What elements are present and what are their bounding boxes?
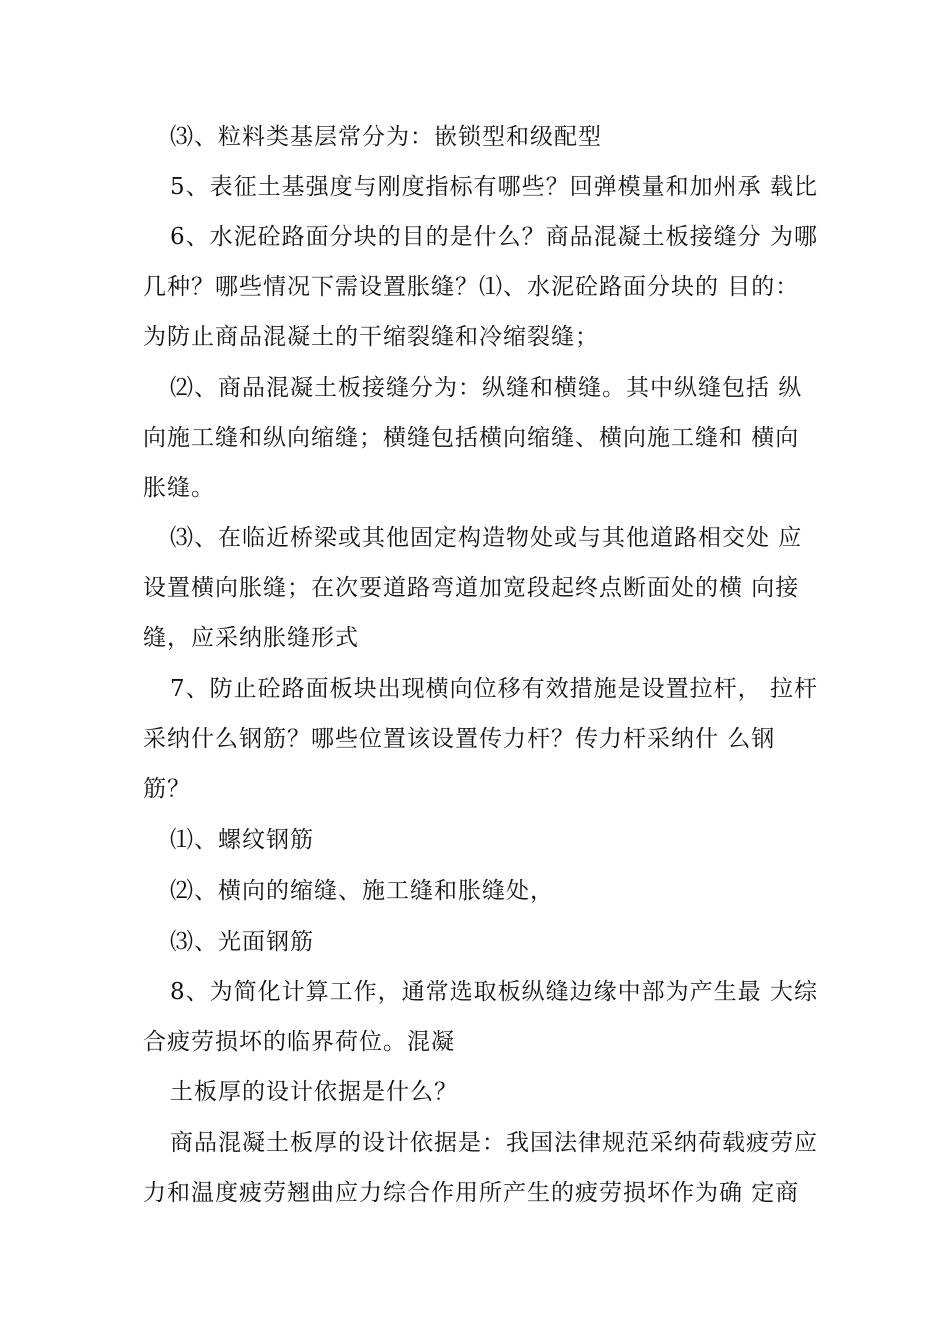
text-line: ⑵、商品混凝土板接缝分为：纵缝和横缝。其中纵缝包括 纵: [170, 375, 803, 401]
text-line: ⑶、在临近桥梁或其他固定构造物处或与其他道路相交处 应: [170, 525, 803, 551]
text-line: 合疲劳损坏的临界荷位。混凝: [143, 1029, 455, 1055]
text-line: 筋？: [143, 776, 191, 802]
text-line: 胀缝。: [143, 475, 215, 501]
text-line: 7、防止砼路面板块出现横向位移有效措施是设置拉杆， 拉杆: [170, 676, 818, 702]
text-line: ⑶、粒料类基层常分为：嵌锁型和级配型: [170, 124, 602, 150]
text-line: 土板厚的设计依据是什么？: [170, 1079, 458, 1105]
text-line: 8、为简化计算工作，通常选取板纵缝边缘中部为产生最 大综: [170, 979, 818, 1005]
text-line: ⑶、光面钢筋: [170, 929, 314, 955]
text-line: ⑴、螺纹钢筋: [170, 827, 314, 853]
text-line: 缝，应采纳胀缝形式: [143, 625, 359, 651]
text-line: 向施工缝和纵向缩缝；横缝包括横向缩缝、横向施工缝和 横向: [143, 425, 800, 451]
text-line: 5、表征土基强度与刚度指标有哪些？回弹模量和加州承 载比: [170, 174, 818, 200]
text-line: 力和温度疲劳翘曲应力综合作用所产生的疲劳损坏作为确 定商: [143, 1180, 800, 1206]
text-line: ⑵、横向的缩缝、施工缝和胀缝处，: [170, 878, 554, 904]
text-line: 几种？哪些情况下需设置胀缝？⑴、水泥砼路面分块的 目的：: [143, 274, 800, 300]
text-line: 为防止商品混凝土的干缩裂缝和冷缩裂缝；: [143, 324, 599, 350]
text-line: 设置横向胀缝；在次要道路弯道加宽段起终点断面处的横 向接: [143, 575, 800, 601]
text-line: 商品混凝土板厚的设计依据是：我国法律规范采纳荷载疲劳应: [170, 1130, 818, 1156]
text-line: 采纳什么钢筋？哪些位置该设置传力杆？传力杆采纳什 么钢: [143, 726, 776, 752]
text-line: 6、水泥砼路面分块的目的是什么？商品混凝土板接缝分 为哪: [170, 224, 818, 250]
